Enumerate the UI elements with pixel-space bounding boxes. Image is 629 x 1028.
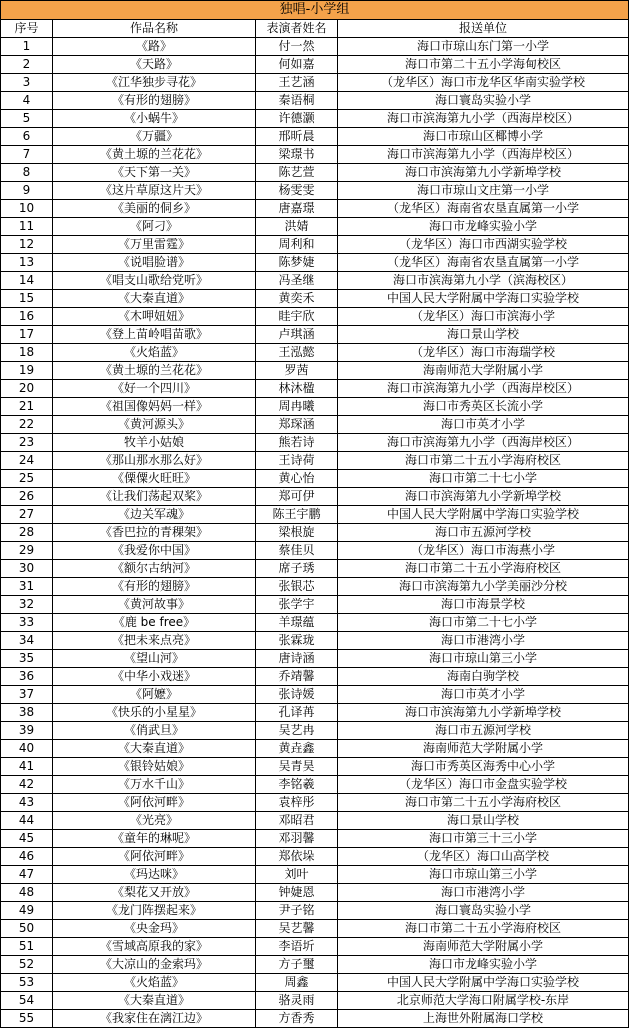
work-title: 《让我们荡起双桨》	[53, 488, 256, 506]
work-title: 《光亮》	[53, 812, 256, 830]
school-name: 中国人民大学附属中学海口实验学校	[338, 974, 629, 992]
work-title: 《天下第一关》	[53, 164, 256, 182]
performer-name: 吴青昊	[256, 758, 338, 776]
table-row	[1, 830, 629, 848]
table-row	[1, 344, 629, 362]
performer-name: 黄奕禾	[256, 290, 338, 308]
performer-name: 唐嘉璟	[256, 200, 338, 218]
performer-name: 眭宇欣	[256, 308, 338, 326]
row-index: 35	[1, 650, 53, 668]
row-index: 16	[1, 308, 53, 326]
row-index: 11	[1, 218, 53, 236]
work-title: 《我爱你中国》	[53, 542, 256, 560]
work-title: 《童年的琳呢》	[53, 830, 256, 848]
row-index: 41	[1, 758, 53, 776]
row-index: 14	[1, 272, 53, 290]
work-title: 《阿依河畔》	[53, 848, 256, 866]
table-row	[1, 866, 629, 884]
school-name: 海口市琼山文庄第一小学	[338, 182, 629, 200]
row-index: 32	[1, 596, 53, 614]
performer-name: 梁根旋	[256, 524, 338, 542]
performer-name: 洪婧	[256, 218, 338, 236]
work-title: 《银铃姑娘》	[53, 758, 256, 776]
performer-name: 郑可伊	[256, 488, 338, 506]
table-row	[1, 110, 629, 128]
performer-name: 张诗媛	[256, 686, 338, 704]
table-row	[1, 308, 629, 326]
table-row	[1, 398, 629, 416]
performer-name: 唐诗涵	[256, 650, 338, 668]
row-index: 23	[1, 434, 53, 452]
performer-name: 邓昭君	[256, 812, 338, 830]
performer-name: 方子璽	[256, 956, 338, 974]
table-row	[1, 416, 629, 434]
row-index: 50	[1, 920, 53, 938]
title-row	[1, 1, 629, 20]
table-row	[1, 596, 629, 614]
school-name: 海口市滨海第九小学（滨海校区）	[338, 272, 629, 290]
school-name: 海南师范大学附属小学	[338, 362, 629, 380]
table-row	[1, 686, 629, 704]
school-name: 海口市五源河学校	[338, 722, 629, 740]
header-index: 序号	[1, 20, 53, 38]
work-title: 《香巴拉的青稞架》	[53, 524, 256, 542]
work-title: 《我家住在漓江边》	[53, 1010, 256, 1028]
row-index: 19	[1, 362, 53, 380]
table-row	[1, 1010, 629, 1028]
work-title: 《说唱脸谱》	[53, 254, 256, 272]
work-title: 《唱支山歌给党听》	[53, 272, 256, 290]
school-name: 海南师范大学附属小学	[338, 740, 629, 758]
row-index: 48	[1, 884, 53, 902]
row-index: 6	[1, 128, 53, 146]
school-name: 北京师范大学海口附属学校-东岸	[338, 992, 629, 1010]
school-name: 海口市秀英区海秀中心小学	[338, 758, 629, 776]
table-row	[1, 218, 629, 236]
performer-name: 钟婕恩	[256, 884, 338, 902]
table-row	[1, 758, 629, 776]
school-name: 海口市英才小学	[338, 416, 629, 434]
table-row	[1, 326, 629, 344]
work-title: 《俏武旦》	[53, 722, 256, 740]
performer-name: 吴艺冉	[256, 722, 338, 740]
performer-name: 吴艺馨	[256, 920, 338, 938]
performer-name: 周冉曦	[256, 398, 338, 416]
row-index: 30	[1, 560, 53, 578]
work-title: 《江华独步寻花》	[53, 74, 256, 92]
work-title: 《傈僳火旺旺》	[53, 470, 256, 488]
performer-name: 张银芯	[256, 578, 338, 596]
work-title: 《黄河源头》	[53, 416, 256, 434]
table-body	[1, 1, 629, 1028]
school-name: （龙华区）海南省农垦直属第一小学	[338, 200, 629, 218]
school-name: 中国人民大学附属中学海口实验学校	[338, 290, 629, 308]
performer-name: 郑依垛	[256, 848, 338, 866]
school-name: 海口市龙峰实验小学	[338, 218, 629, 236]
work-title: 《额尔古纳河》	[53, 560, 256, 578]
performer-name: 陈王宇鹏	[256, 506, 338, 524]
performer-name: 罗茜	[256, 362, 338, 380]
table-row	[1, 434, 629, 452]
school-name: （龙华区）海口市金盘实验学校	[338, 776, 629, 794]
table-row	[1, 164, 629, 182]
performer-name: 杨雯雯	[256, 182, 338, 200]
school-name: （龙华区）海口市海燕小学	[338, 542, 629, 560]
work-title: 《登上苗岭唱苗歌》	[53, 326, 256, 344]
performer-name: 熊若诗	[256, 434, 338, 452]
table-row	[1, 650, 629, 668]
table-row	[1, 902, 629, 920]
work-title: 《万水千山》	[53, 776, 256, 794]
school-name: 海口市琼山第三小学	[338, 650, 629, 668]
row-index: 2	[1, 56, 53, 74]
table-row	[1, 290, 629, 308]
table-row	[1, 92, 629, 110]
table-row	[1, 848, 629, 866]
school-name: 海口市滨海第九小学美丽沙分校	[338, 578, 629, 596]
performer-name: 张学宇	[256, 596, 338, 614]
row-index: 10	[1, 200, 53, 218]
row-index: 13	[1, 254, 53, 272]
performer-name: 王诗荷	[256, 452, 338, 470]
performer-name: 周鑫	[256, 974, 338, 992]
table-row	[1, 38, 629, 56]
header-performer: 表演者姓名	[256, 20, 338, 38]
school-name: 海口寰岛实验小学	[338, 902, 629, 920]
work-title: 《火焰蓝》	[53, 344, 256, 362]
table-row	[1, 488, 629, 506]
work-title: 《鹿 be free》	[53, 614, 256, 632]
work-title: 《路》	[53, 38, 256, 56]
work-title: 《黄河故事》	[53, 596, 256, 614]
school-name: 海口市龙峰实验小学	[338, 956, 629, 974]
work-title: 《美丽的侗乡》	[53, 200, 256, 218]
work-title: 《大秦直道》	[53, 740, 256, 758]
row-index: 24	[1, 452, 53, 470]
table-row	[1, 722, 629, 740]
performer-name: 尹子铭	[256, 902, 338, 920]
header-row	[1, 20, 629, 38]
work-title: 《大凉山的金索玛》	[53, 956, 256, 974]
row-index: 51	[1, 938, 53, 956]
row-index: 36	[1, 668, 53, 686]
work-title: 《有形的翅膀》	[53, 578, 256, 596]
header-work: 作品名称	[53, 20, 256, 38]
performer-name: 邢昕晨	[256, 128, 338, 146]
table-row	[1, 794, 629, 812]
performer-name: 李铭羲	[256, 776, 338, 794]
row-index: 20	[1, 380, 53, 398]
row-index: 5	[1, 110, 53, 128]
school-name: 海南白驹学校	[338, 668, 629, 686]
work-title: 《央金玛》	[53, 920, 256, 938]
table-title: 独唱-小学组	[1, 1, 629, 20]
performer-name: 羊璟蕴	[256, 614, 338, 632]
school-name: 海口市琼山东门第一小学	[338, 38, 629, 56]
row-index: 43	[1, 794, 53, 812]
performer-name: 林沐楹	[256, 380, 338, 398]
header-school: 报送单位	[338, 20, 629, 38]
row-index: 54	[1, 992, 53, 1010]
table-row	[1, 704, 629, 722]
row-index: 31	[1, 578, 53, 596]
work-title: 《大秦直道》	[53, 290, 256, 308]
table-row	[1, 956, 629, 974]
row-index: 47	[1, 866, 53, 884]
performer-name: 邓羽馨	[256, 830, 338, 848]
work-title: 《雪域高原我的家》	[53, 938, 256, 956]
school-name: 中国人民大学附属中学海口实验学校	[338, 506, 629, 524]
performer-name: 黄垚鑫	[256, 740, 338, 758]
work-title: 《梨花又开放》	[53, 884, 256, 902]
table-row	[1, 146, 629, 164]
row-index: 29	[1, 542, 53, 560]
school-name: 海口市海景学校	[338, 596, 629, 614]
work-title: 《大秦直道》	[53, 992, 256, 1010]
table-row	[1, 128, 629, 146]
school-name: 海口景山学校	[338, 326, 629, 344]
school-name: 海口市港湾小学	[338, 884, 629, 902]
work-title: 《那山那水那么好》	[53, 452, 256, 470]
work-title: 《小蜗牛》	[53, 110, 256, 128]
row-index: 33	[1, 614, 53, 632]
work-title: 《万里雷霆》	[53, 236, 256, 254]
table-row	[1, 362, 629, 380]
row-index: 12	[1, 236, 53, 254]
school-name: 海口市第二十五小学海府校区	[338, 794, 629, 812]
table-row	[1, 812, 629, 830]
work-title: 《好一个四川》	[53, 380, 256, 398]
row-index: 53	[1, 974, 53, 992]
performer-name: 郑琛涵	[256, 416, 338, 434]
school-name: （龙华区）海口市海瑞学校	[338, 344, 629, 362]
table-row	[1, 974, 629, 992]
table-row	[1, 668, 629, 686]
work-title: 《快乐的小星星》	[53, 704, 256, 722]
work-title: 《黄土塬的兰花花》	[53, 362, 256, 380]
row-index: 26	[1, 488, 53, 506]
performer-name: 袁梓彤	[256, 794, 338, 812]
school-name: 海口市英才小学	[338, 686, 629, 704]
row-index: 49	[1, 902, 53, 920]
table-row	[1, 272, 629, 290]
table-row	[1, 506, 629, 524]
row-index: 27	[1, 506, 53, 524]
table-row	[1, 524, 629, 542]
row-index: 44	[1, 812, 53, 830]
row-index: 42	[1, 776, 53, 794]
school-name: 海口市港湾小学	[338, 632, 629, 650]
school-name: 海口市第三十三小学	[338, 830, 629, 848]
work-title: 《万疆》	[53, 128, 256, 146]
table-row	[1, 74, 629, 92]
performer-name: 付一然	[256, 38, 338, 56]
performer-name: 许德灏	[256, 110, 338, 128]
table-row	[1, 452, 629, 470]
work-title: 《天路》	[53, 56, 256, 74]
performer-name: 骆灵雨	[256, 992, 338, 1010]
performer-name: 冯圣继	[256, 272, 338, 290]
table-row	[1, 938, 629, 956]
row-index: 7	[1, 146, 53, 164]
school-name: 海口市琼山第三小学	[338, 866, 629, 884]
school-name: 海口市滨海第九小学（西海岸校区）	[338, 434, 629, 452]
work-title: 《中华小戏迷》	[53, 668, 256, 686]
school-name: 海口市第二十七小学	[338, 470, 629, 488]
table-row	[1, 992, 629, 1010]
performer-name: 李语圻	[256, 938, 338, 956]
table-row	[1, 614, 629, 632]
work-title: 《有形的翅膀》	[53, 92, 256, 110]
work-title: 《边关军魂》	[53, 506, 256, 524]
performer-name: 孔译苒	[256, 704, 338, 722]
school-name: 海口市琼山区椰博小学	[338, 128, 629, 146]
performer-name: 黄心怡	[256, 470, 338, 488]
school-name: 海口市五源河学校	[338, 524, 629, 542]
school-name: 海口市滨海第九小学新埠学校	[338, 488, 629, 506]
row-index: 39	[1, 722, 53, 740]
school-name: 海口市第二十五小学海甸校区	[338, 56, 629, 74]
school-name: 海口寰岛实验小学	[338, 92, 629, 110]
school-name: 海口市第二十五小学海府校区	[338, 452, 629, 470]
row-index: 4	[1, 92, 53, 110]
table-row	[1, 776, 629, 794]
school-name: 海口市第二十五小学海府校区	[338, 920, 629, 938]
performer-name: 王艺涵	[256, 74, 338, 92]
row-index: 45	[1, 830, 53, 848]
school-name: （龙华区）海口山高学校	[338, 848, 629, 866]
performer-name: 卢琪涵	[256, 326, 338, 344]
school-name: 海口景山学校	[338, 812, 629, 830]
work-title: 《火焰蓝》	[53, 974, 256, 992]
row-index: 15	[1, 290, 53, 308]
work-title: 《阿嬷》	[53, 686, 256, 704]
school-name: 海口市滨海第九小学新埠学校	[338, 704, 629, 722]
row-index: 38	[1, 704, 53, 722]
performer-name: 周利和	[256, 236, 338, 254]
table-row	[1, 380, 629, 398]
school-name: 上海世外附属海口学校	[338, 1010, 629, 1028]
row-index: 9	[1, 182, 53, 200]
performer-name: 张霖珑	[256, 632, 338, 650]
table-row	[1, 542, 629, 560]
table-row	[1, 560, 629, 578]
row-index: 25	[1, 470, 53, 488]
work-title: 《玛达咪》	[53, 866, 256, 884]
school-name: （龙华区）海口市龙华区华南实验学校	[338, 74, 629, 92]
school-name: 海口市滨海第九小学（西海岸校区）	[338, 146, 629, 164]
school-name: （龙华区）海口市滨海小学	[338, 308, 629, 326]
performer-name: 蔡佳贝	[256, 542, 338, 560]
row-index: 28	[1, 524, 53, 542]
performer-name: 乔靖馨	[256, 668, 338, 686]
work-title: 《龙门阵摆起来》	[53, 902, 256, 920]
table-row	[1, 182, 629, 200]
work-title: 《望山河》	[53, 650, 256, 668]
performer-name: 方香秀	[256, 1010, 338, 1028]
school-name: 海口市秀英区长流小学	[338, 398, 629, 416]
work-title: 《祖国像妈妈一样》	[53, 398, 256, 416]
performer-name: 席子琇	[256, 560, 338, 578]
table-row	[1, 632, 629, 650]
row-index: 3	[1, 74, 53, 92]
school-name: 海口市第二十七小学	[338, 614, 629, 632]
performer-name: 王泓懿	[256, 344, 338, 362]
table-row	[1, 200, 629, 218]
school-name: （龙华区）海南省农垦直属第一小学	[338, 254, 629, 272]
work-title: 《这片草原这片天》	[53, 182, 256, 200]
performer-name: 刘叶	[256, 866, 338, 884]
table-row	[1, 56, 629, 74]
school-name: 海口市滨海第九小学新埠学校	[338, 164, 629, 182]
table-row	[1, 740, 629, 758]
row-index: 52	[1, 956, 53, 974]
work-title: 《把未来点亮》	[53, 632, 256, 650]
school-name: 海口市滨海第九小学（西海岸校区）	[338, 110, 629, 128]
performer-name: 秦语桐	[256, 92, 338, 110]
table-row	[1, 920, 629, 938]
work-title: 《木呷妞妞》	[53, 308, 256, 326]
row-index: 55	[1, 1010, 53, 1028]
row-index: 8	[1, 164, 53, 182]
school-name: 海南师范大学附属小学	[338, 938, 629, 956]
performer-name: 陈艺萱	[256, 164, 338, 182]
work-title: 牧羊小姑娘	[53, 434, 256, 452]
row-index: 34	[1, 632, 53, 650]
table-row	[1, 236, 629, 254]
row-index: 46	[1, 848, 53, 866]
row-index: 22	[1, 416, 53, 434]
work-title: 《黄土塬的兰花花》	[53, 146, 256, 164]
row-index: 21	[1, 398, 53, 416]
performer-name: 何如嘉	[256, 56, 338, 74]
table-row	[1, 578, 629, 596]
table-row	[1, 470, 629, 488]
row-index: 18	[1, 344, 53, 362]
table-row	[1, 254, 629, 272]
row-index: 40	[1, 740, 53, 758]
row-index: 17	[1, 326, 53, 344]
performer-name: 陈梦婕	[256, 254, 338, 272]
work-title: 《阿刁》	[53, 218, 256, 236]
performer-name: 梁璟书	[256, 146, 338, 164]
school-name: 海口市第二十五小学海府校区	[338, 560, 629, 578]
table-row	[1, 884, 629, 902]
row-index: 37	[1, 686, 53, 704]
row-index: 1	[1, 38, 53, 56]
school-name: （龙华区）海口市西湖实验学校	[338, 236, 629, 254]
work-title: 《阿依河畔》	[53, 794, 256, 812]
school-name: 海口市滨海第九小学（西海岸校区）	[338, 380, 629, 398]
